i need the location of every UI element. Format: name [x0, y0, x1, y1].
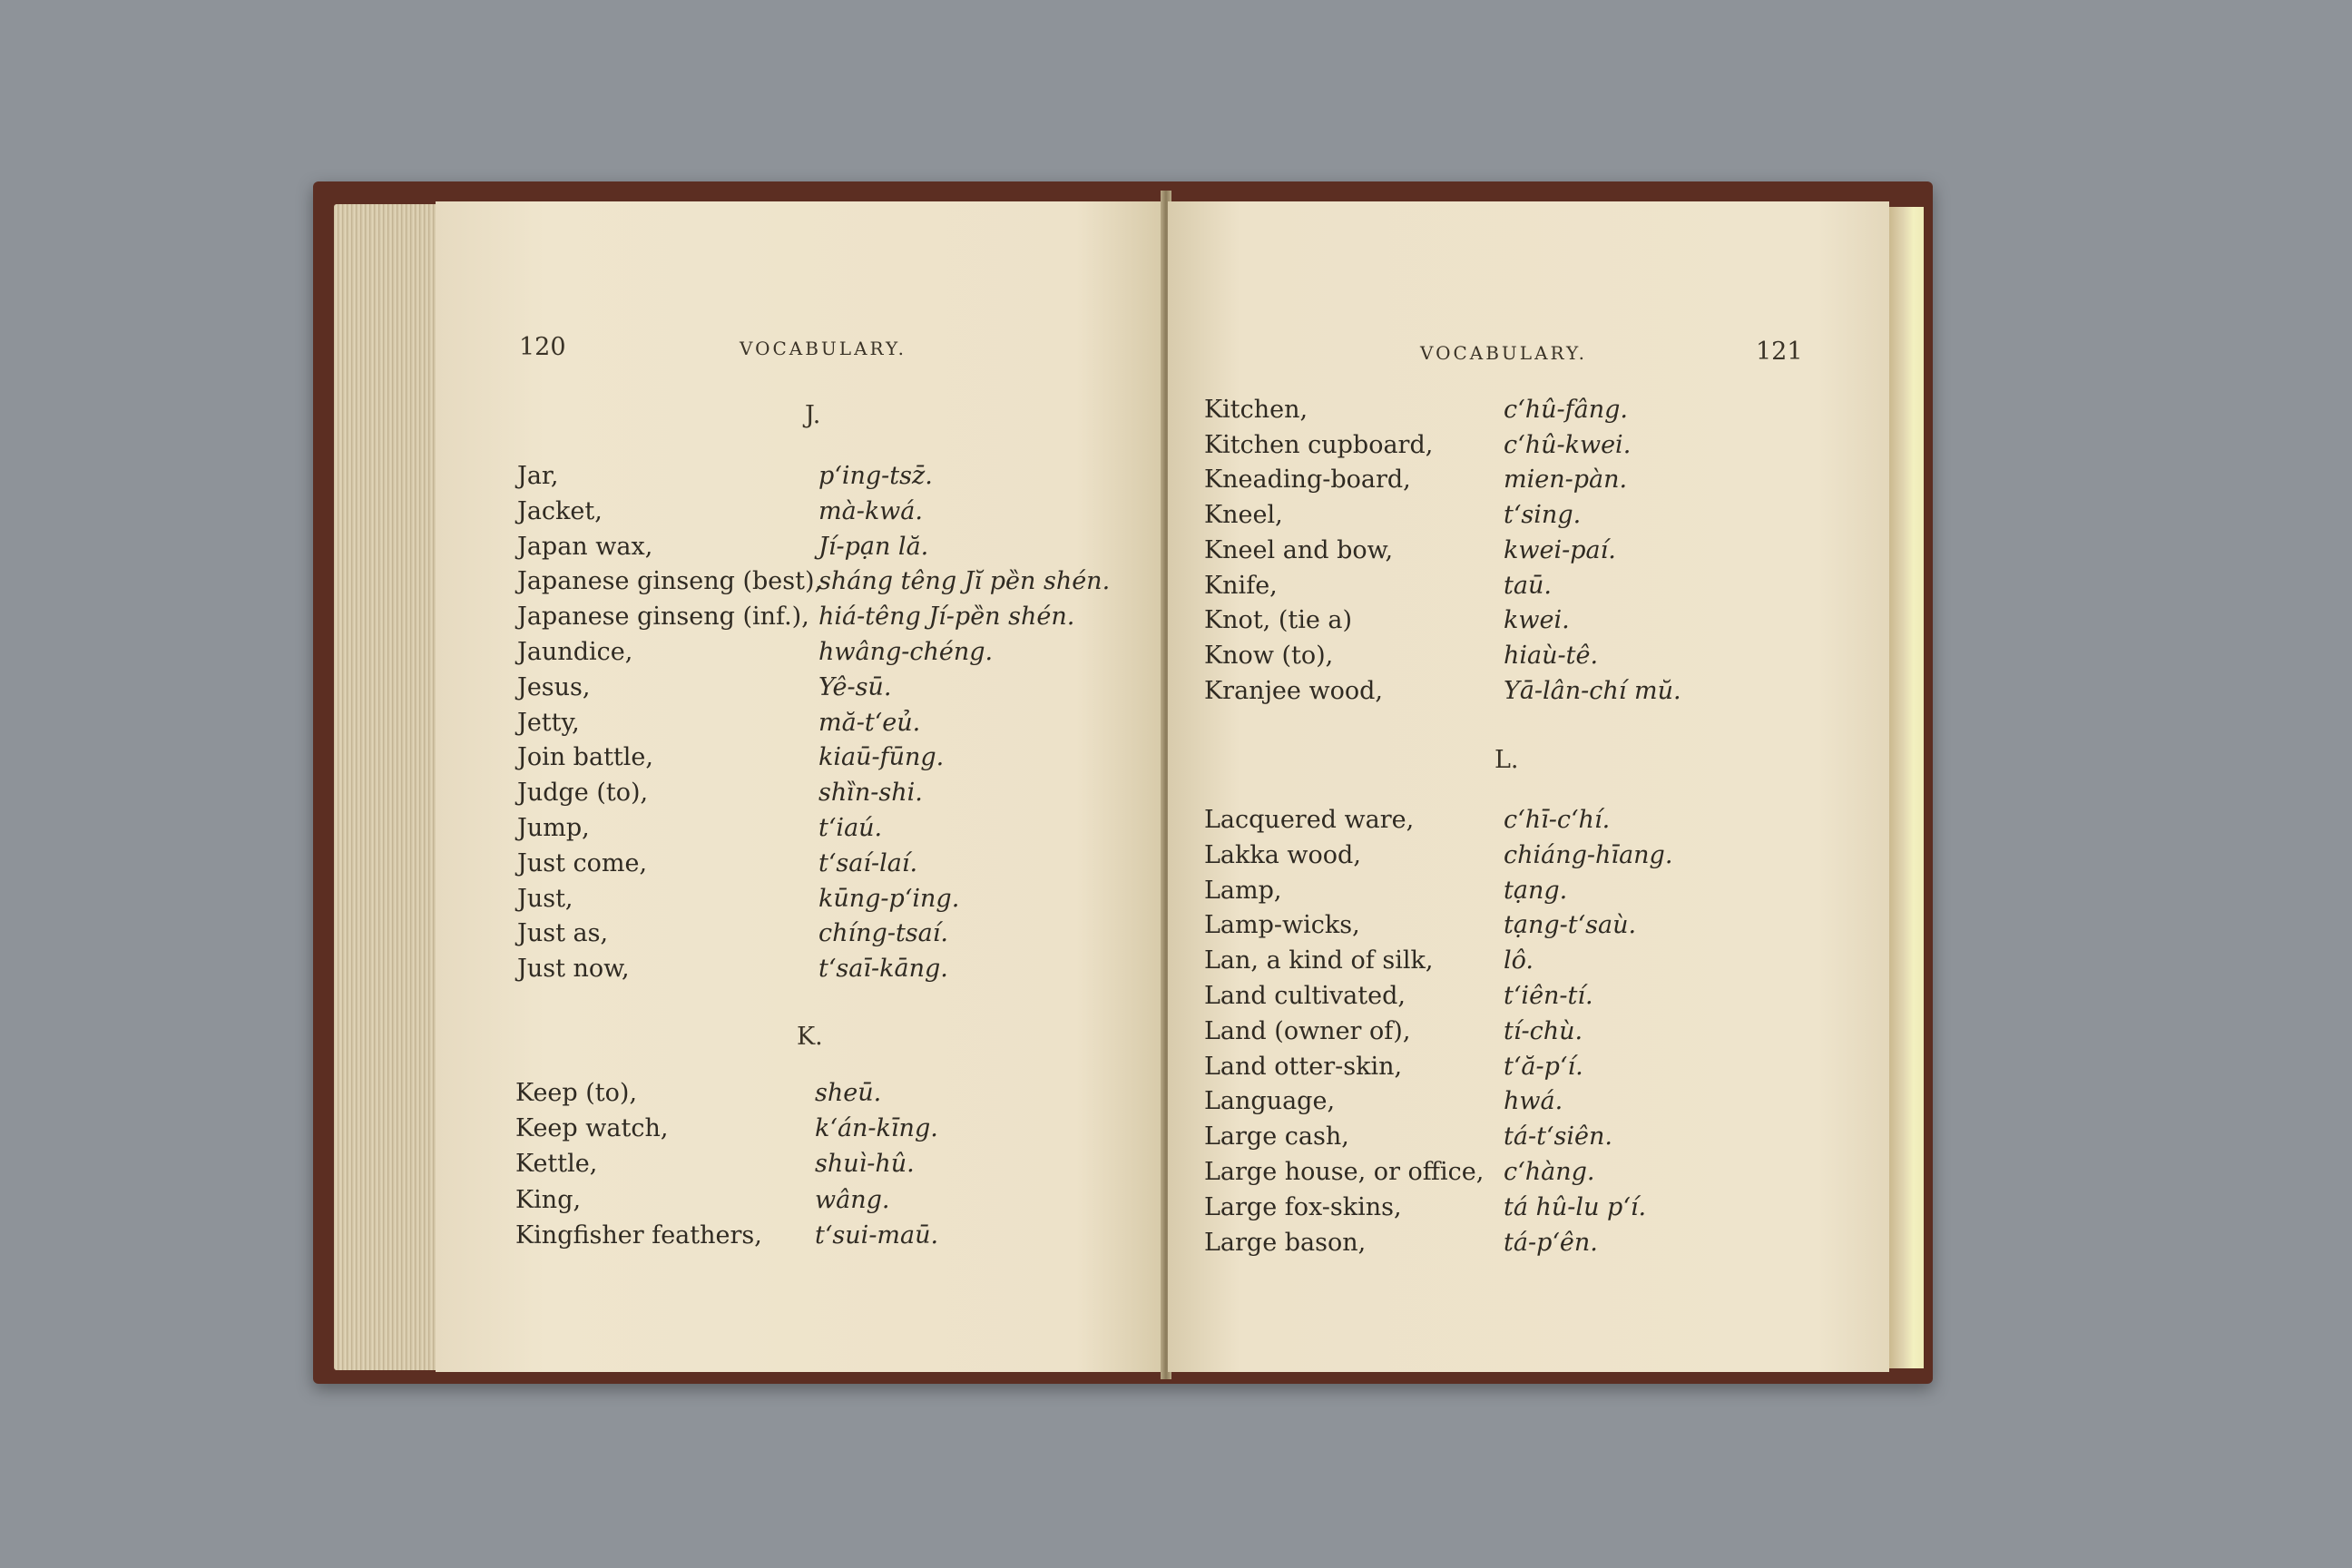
vocab-term: Lacquered ware, — [1204, 806, 1415, 834]
vocab-term: Keep (to), — [515, 1079, 638, 1107]
vocab-term: Just as, — [517, 919, 609, 948]
vocab-term: Large house, or office, — [1204, 1158, 1485, 1186]
vocab-term: Jar, — [517, 462, 559, 490]
right-page — [1168, 201, 1889, 1372]
vocab-term: Land (owner of), — [1204, 1016, 1411, 1045]
vocab-translation: t‘sui-maū. — [815, 1220, 939, 1250]
vocab-term: Just come, — [517, 848, 648, 877]
vocab-term: Keep watch, — [515, 1114, 669, 1143]
vocab-term: Large bason, — [1204, 1228, 1367, 1257]
vocab-translation: tá hû-lu p‘í. — [1504, 1192, 1647, 1221]
section-letter: K. — [797, 1023, 823, 1051]
vocab-translation: wâng. — [815, 1185, 890, 1214]
vocab-term: Japanese ginseng (best), — [517, 567, 823, 596]
vocab-translation: t‘saí-laí. — [818, 848, 918, 877]
vocab-translation: tạng. — [1504, 876, 1568, 905]
vocab-term: Japan wax, — [517, 532, 653, 561]
vocab-term: Jacket, — [517, 496, 603, 525]
vocab-term: Just now, — [517, 955, 630, 984]
vocab-term: Join battle, — [517, 743, 653, 772]
vocab-term: Jesus, — [517, 672, 591, 701]
vocab-translation: hwâng-chéng. — [818, 638, 994, 666]
section-letter: L. — [1494, 746, 1519, 774]
section-letter: J. — [805, 401, 821, 429]
vocab-translation: taū. — [1504, 571, 1552, 600]
vocab-translation: t‘ă-p‘í. — [1504, 1052, 1583, 1081]
vocab-term: Jump, — [517, 814, 590, 842]
vocab-translation: shuì-hû. — [815, 1150, 915, 1179]
vocab-term: Large fox-skins, — [1204, 1192, 1402, 1221]
vocab-term: Knot, (tie a) — [1204, 606, 1353, 635]
vocab-translation: Yā-lân-chí mŭ. — [1504, 676, 1681, 705]
vocab-term: Know (to), — [1204, 641, 1334, 670]
vocab-term: Land otter-skin, — [1204, 1052, 1403, 1081]
vocab-term: Lamp, — [1204, 876, 1282, 905]
vocab-term: Kettle, — [515, 1150, 598, 1179]
vocab-translation: hiá-têng Jí-pȅn shén. — [818, 603, 1075, 632]
page-edges-left — [334, 204, 443, 1370]
page-number: 120 — [519, 333, 566, 361]
vocab-term: Jaundice, — [517, 638, 633, 666]
vocab-term: Kneel, — [1204, 501, 1283, 530]
vocab-translation: mà-kwá. — [818, 496, 923, 525]
vocab-term: Kneading-board, — [1204, 466, 1411, 495]
vocab-translation: kiaū-fūng. — [818, 743, 945, 772]
vocab-translation: sheū. — [815, 1079, 882, 1107]
vocab-translation: tí-chù. — [1504, 1016, 1583, 1045]
vocab-term: Judge (to), — [517, 779, 649, 808]
vocab-translation: chíng-tsaí. — [818, 919, 948, 948]
vocab-translation: hiaù-tê. — [1504, 641, 1599, 670]
vocab-term: Lamp-wicks, — [1204, 911, 1360, 940]
vocab-translation: tạng-t‘saù. — [1504, 911, 1637, 940]
vocab-translation: mă-t‘eủ. — [818, 708, 921, 737]
vocab-term: Large cash, — [1204, 1122, 1349, 1152]
page-number: 121 — [1756, 338, 1803, 366]
vocab-term: Kranjee wood, — [1204, 676, 1383, 705]
vocab-translation: c‘hī-c‘hí. — [1504, 806, 1611, 834]
vocab-translation: lô. — [1504, 946, 1534, 975]
vocab-translation: kwei. — [1504, 606, 1570, 635]
vocab-translation: tá-t‘siên. — [1504, 1122, 1612, 1152]
vocab-term: Language, — [1204, 1087, 1336, 1116]
vocab-translation: t‘iaú. — [818, 814, 883, 842]
vocab-translation: c‘hû-fâng. — [1504, 396, 1628, 424]
vocab-translation: hwá. — [1504, 1087, 1563, 1116]
vocab-translation: c‘hàng. — [1504, 1158, 1595, 1186]
vocab-translation: t‘saī-kāng. — [818, 955, 948, 984]
vocab-term: Japanese ginseng (inf.), — [517, 603, 809, 632]
vocab-translation: mien-pàn. — [1504, 466, 1628, 495]
vocab-term: Land cultivated, — [1204, 982, 1406, 1010]
page-edges-right — [1889, 207, 1924, 1368]
vocab-translation: shȉn-shi. — [818, 779, 923, 808]
vocab-translation: kwei-paí. — [1504, 535, 1616, 564]
vocab-translation: chiáng-hīang. — [1504, 840, 1673, 869]
vocab-term: Lakka wood, — [1204, 840, 1361, 869]
vocab-translation: sháng têng Jĭ pȅn shén. — [818, 567, 1111, 596]
vocab-term: Knife, — [1204, 571, 1278, 600]
vocab-translation: kūng-p‘ing. — [818, 884, 960, 913]
vocab-translation: k‘án-kīng. — [815, 1114, 938, 1143]
running-head: VOCABULARY. — [1420, 342, 1587, 364]
vocab-term: Just, — [517, 884, 573, 913]
vocab-translation: Jí-pạn lă. — [818, 532, 929, 561]
running-head: VOCABULARY. — [740, 338, 906, 359]
vocab-translation: t‘sing. — [1504, 501, 1582, 530]
vocab-translation: tá-p‘ên. — [1504, 1228, 1598, 1257]
vocab-term: Kingfisher feathers, — [515, 1220, 762, 1250]
vocab-term: Kitchen cupboard, — [1204, 430, 1434, 459]
left-page — [436, 201, 1164, 1372]
vocab-translation: t‘iên-tí. — [1504, 982, 1593, 1010]
vocab-term: Kneel and bow, — [1204, 535, 1394, 564]
vocab-translation: Yê-sū. — [818, 672, 892, 701]
vocab-term: Lan, a kind of silk, — [1204, 946, 1434, 975]
vocab-translation: c‘hû-kwei. — [1504, 430, 1632, 459]
vocab-term: Jetty, — [517, 708, 580, 737]
vocab-term: Kitchen, — [1204, 396, 1308, 424]
vocab-translation: p‘ing-tsz̄. — [818, 462, 933, 490]
vocab-term: King, — [515, 1185, 582, 1214]
